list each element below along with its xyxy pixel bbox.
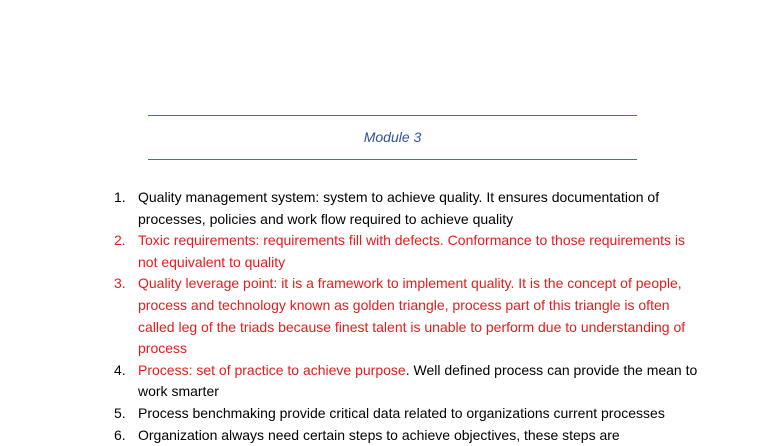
list-item-text: . Well defined process can provide the mean to work smarter	[138, 361, 698, 400]
header-rule-bottom	[148, 159, 637, 160]
list-item-2	[104, 230, 704, 273]
list-item-text: Toxic requirements: requirements fill with defects. Conformance to those requirements is not equivalent to quality	[138, 232, 686, 270]
list-number: 1.	[114, 189, 126, 205]
header-rule-top	[148, 115, 637, 116]
list-item-text: Quality management system: system to achieve quality. It ensures documentation of processes, policies and work flow required to achieve quality	[138, 189, 660, 227]
list-number: 4.	[114, 361, 126, 378]
list-number: 2.	[114, 232, 126, 249]
list-item-4	[104, 360, 704, 403]
list-item-text-highlight: Process: set of practice to achieve purpose	[138, 361, 406, 378]
list-item-3	[104, 273, 704, 359]
module-title: Module 3	[363, 129, 422, 145]
numbered-list	[104, 187, 704, 446]
list-item-text: Quality leverage point: it is a framework to implement quality. It is the concept of people, process and technology known as golden triangle, process part of this triangle is often called leg of the triads because finest talent is unable to perform due to understanding of process	[138, 275, 686, 357]
list-number: 3.	[114, 275, 126, 292]
list-item-text: Process benchmaking provide critical data related to organizations current processes	[138, 404, 665, 421]
list-item-5	[104, 403, 704, 425]
list-item-text: Organization always need certain steps to achieve objectives, these steps are	[138, 426, 620, 443]
list-number: 6.	[114, 426, 126, 443]
list-number: 5.	[114, 404, 126, 421]
list-item-6	[104, 425, 704, 446]
list-item-1	[104, 187, 704, 230]
